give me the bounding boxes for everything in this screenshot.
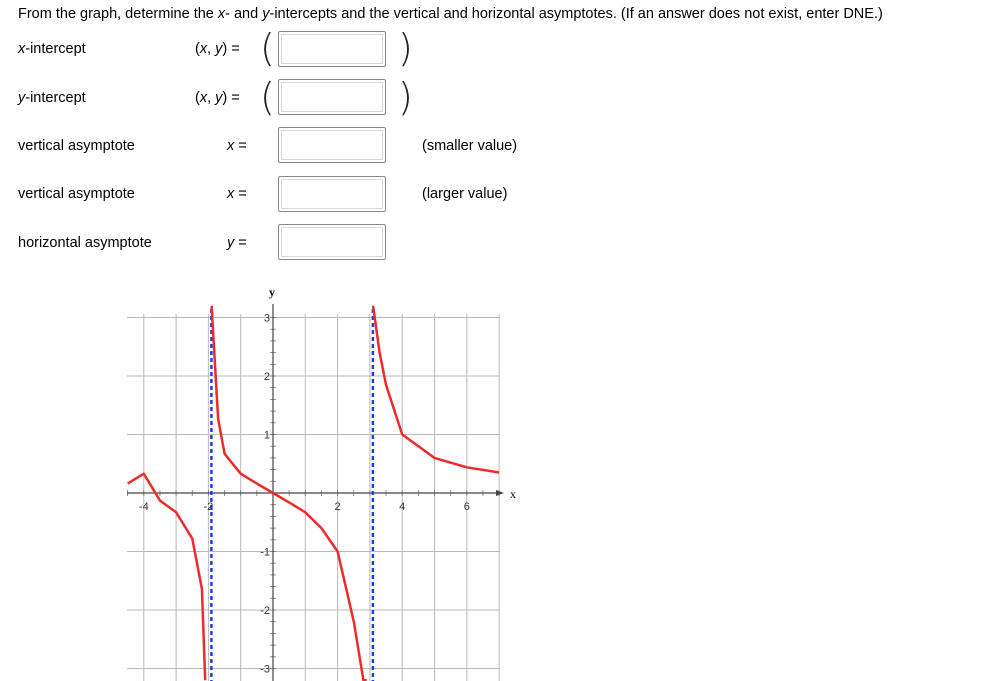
x-intercept-input[interactable] (278, 31, 386, 67)
open-paren: ( (260, 75, 275, 119)
x-intercept-label: x-intercept (18, 41, 86, 57)
y-tick-label: -3 (260, 663, 270, 676)
x-tick-label: 4 (399, 501, 406, 513)
y-axis-title: y (269, 285, 275, 299)
close-paren: ) (398, 75, 413, 119)
y-tick-label: 1 (263, 429, 270, 442)
vertical-asymptote-small-equation: x = (227, 138, 247, 154)
vertical-asymptote-small-label: vertical asymptote (18, 138, 135, 154)
horizontal-asymptote-input[interactable] (278, 224, 386, 260)
horizontal-asymptote-label: horizontal asymptote (18, 235, 152, 251)
asymptotes (211, 309, 373, 681)
y-tick-label: -2 (260, 605, 270, 617)
function-graph (0, 282, 540, 681)
close-paren: ) (398, 26, 413, 70)
vertical-asymptote-large-equation: x = (227, 186, 247, 202)
x-tick-label: -4 (138, 501, 149, 513)
vertical-asymptote-small-input[interactable] (278, 127, 386, 163)
smaller-value-note: (smaller value) (422, 138, 518, 154)
x-intercept-equation: (x, y) = (195, 41, 240, 57)
y-tick-label: 2 (263, 371, 270, 383)
x-tick-label: 6 (463, 501, 470, 513)
vertical-asymptote-large-label: vertical asymptote (18, 186, 135, 202)
y-intercept-input[interactable] (278, 79, 386, 115)
y-tick-label: -1 (260, 546, 270, 559)
x-axis-arrow (496, 490, 504, 496)
axes (127, 304, 504, 681)
larger-value-note: (larger value) (422, 186, 508, 202)
y-intercept-equation: (x, y) = (195, 90, 240, 106)
vertical-asymptote-large-input[interactable] (278, 176, 386, 212)
question-text: From the graph, determine the x- and y-intercepts and the vertical and horizontal asymptotes. (If an answer does not exist, enter DNE.) (18, 6, 883, 22)
curve-branch (373, 306, 499, 473)
tick-labels (139, 285, 516, 676)
x-tick-label: 2 (334, 501, 341, 513)
grid (127, 314, 500, 681)
x-axis-title: x (510, 487, 516, 501)
y-tick-label: 3 (263, 312, 270, 325)
x-tick-label: -2 (203, 501, 214, 513)
open-paren: ( (260, 26, 275, 70)
y-intercept-label: y-intercept (18, 90, 86, 106)
horizontal-asymptote-equation: y = (227, 235, 247, 251)
